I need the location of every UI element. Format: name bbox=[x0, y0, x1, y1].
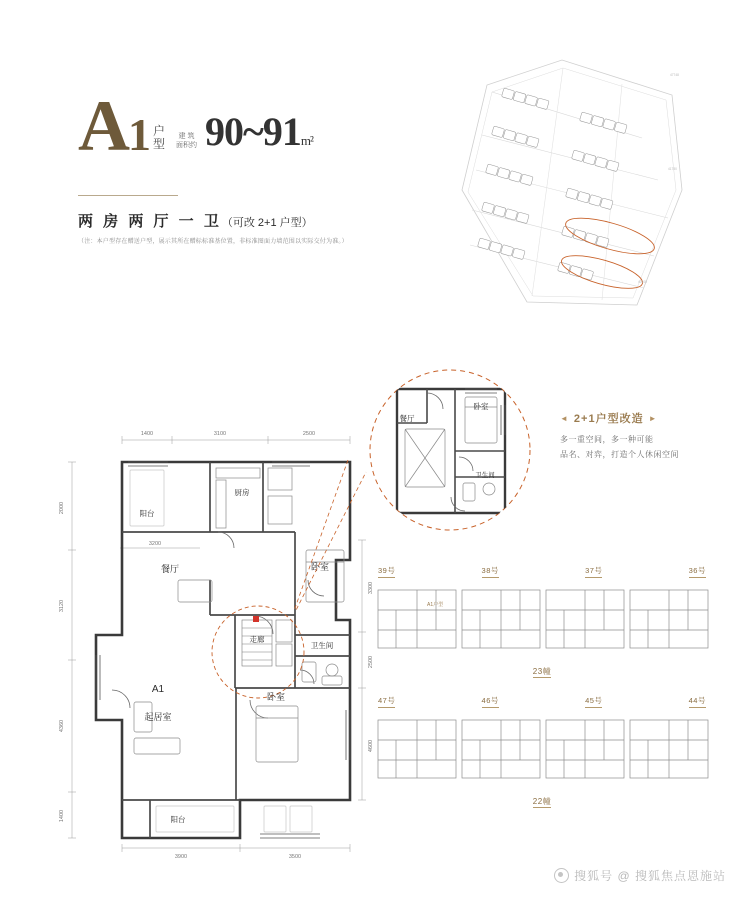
watermark bbox=[554, 867, 726, 884]
room-label-balcony-top: 阳台 bbox=[139, 509, 155, 518]
entry-marker-icon bbox=[253, 616, 259, 622]
svg-text:4600: 4600 bbox=[368, 739, 374, 753]
block-22 bbox=[372, 695, 712, 807]
block-23-plan-strip bbox=[372, 582, 712, 657]
unit-no-39: 39号 bbox=[378, 565, 395, 578]
block-23-caption-text: 23幢 bbox=[532, 667, 552, 676]
disclaimer-note: （注：本户型存在赠送户型，展示其所在赠标标准基位置，非标准图面力墙范围以实际交付为准。） bbox=[78, 239, 348, 245]
room-label-bedroom-2: 卧室 bbox=[266, 692, 286, 702]
svg-text:2500: 2500 bbox=[368, 655, 374, 669]
unit-no-36: 36号 bbox=[689, 565, 706, 578]
variant-line-2: 品名、对弈，打造个人休闲空间 bbox=[560, 450, 679, 460]
variant-title-row bbox=[560, 410, 725, 426]
watermark-text: 搜狐号 @ 搜狐焦点恩施站 bbox=[574, 869, 726, 883]
callout-label-bathroom: 卫生间 bbox=[475, 472, 495, 479]
unit-no-37: 37号 bbox=[585, 565, 602, 578]
sohu-logo-icon bbox=[554, 868, 569, 883]
hu-xing-char-1: 户 bbox=[153, 123, 167, 138]
dimension-bottom bbox=[175, 854, 301, 860]
svg-text:2500: 2500 bbox=[302, 431, 316, 437]
unit-no-45: 45号 bbox=[585, 695, 602, 708]
dimension-inner: 3200 bbox=[148, 541, 162, 547]
subtitle-paren: （可改 2+1 户型） bbox=[221, 217, 313, 229]
room-label-balcony-bottom: 阳台 bbox=[170, 815, 186, 824]
title-row bbox=[78, 86, 408, 166]
hu-xing-char-2: 型 bbox=[153, 137, 167, 152]
plan-letter bbox=[78, 86, 149, 166]
plan-number-text: 1 bbox=[128, 109, 149, 160]
room-label-corridor: 走廊 bbox=[249, 635, 265, 644]
svg-text:1400: 1400 bbox=[140, 431, 154, 437]
block-22-caption-text: 22幢 bbox=[532, 797, 552, 806]
room-label-living: 起居室 bbox=[144, 712, 172, 722]
room-label-bathroom: 卫生间 bbox=[310, 641, 334, 650]
hu-xing-label bbox=[153, 125, 166, 153]
arrow-right-icon: ► bbox=[648, 413, 658, 423]
room-label-bedroom-1: 卧室 bbox=[310, 562, 330, 572]
subtitle-main: 两 房 两 厅 一 卫 bbox=[78, 213, 222, 230]
svg-text:3300: 3300 bbox=[368, 581, 374, 595]
block-22-caption bbox=[372, 796, 712, 807]
svg-text:3900: 3900 bbox=[174, 854, 188, 860]
area-note-line-2: 面积约 bbox=[176, 142, 198, 150]
svg-text:41780: 41780 bbox=[668, 167, 677, 171]
area-note bbox=[176, 132, 197, 150]
site-plan-map bbox=[432, 40, 702, 325]
svg-text:40100: 40100 bbox=[638, 280, 647, 284]
svg-text:1400: 1400 bbox=[59, 809, 65, 823]
variant-title-text: 2+1户型改造 bbox=[573, 413, 644, 425]
svg-text:4360: 4360 bbox=[59, 719, 65, 733]
callout-label-dining: 餐厅 bbox=[399, 414, 415, 423]
area-note-line-1: 建 筑 bbox=[178, 133, 195, 140]
area-value bbox=[205, 108, 313, 155]
block-23-unit-numbers bbox=[372, 565, 712, 578]
room-label-kitchen: 厨房 bbox=[234, 488, 250, 497]
plan-code-label: A1 bbox=[151, 684, 165, 695]
title-divider bbox=[78, 195, 178, 196]
variant-line-1: 多一重空间，多一种可能 bbox=[560, 435, 654, 444]
area-unit-text: m² bbox=[300, 133, 313, 149]
callout-label-bedroom: 卧室 bbox=[473, 402, 489, 411]
svg-text:2000: 2000 bbox=[59, 501, 65, 515]
dimension-left bbox=[59, 502, 65, 822]
svg-text:3120: 3120 bbox=[59, 599, 65, 613]
svg-text:47748: 47748 bbox=[670, 73, 679, 77]
page-subtitle bbox=[78, 210, 313, 231]
building-block-plans bbox=[372, 565, 712, 840]
unit-no-44: 44号 bbox=[689, 695, 706, 708]
arrow-left-icon: ◄ bbox=[560, 413, 569, 423]
svg-text:3100: 3100 bbox=[213, 431, 227, 437]
block-22-unit-numbers bbox=[372, 695, 712, 708]
unit-no-38: 38号 bbox=[482, 565, 499, 578]
block-23-highlight-label: A1户型 bbox=[427, 602, 444, 608]
plan-letter-text: A bbox=[78, 86, 128, 166]
svg-text:3500: 3500 bbox=[288, 854, 302, 860]
room-label-dining: 餐厅 bbox=[160, 564, 180, 574]
block-22-plan-strip bbox=[372, 712, 712, 787]
unit-no-46: 46号 bbox=[482, 695, 499, 708]
area-value-text: 90~91 bbox=[205, 109, 301, 155]
block-23-caption bbox=[372, 666, 712, 677]
variant-description bbox=[560, 410, 725, 462]
block-23 bbox=[372, 565, 712, 677]
unit-no-47: 47号 bbox=[378, 695, 395, 708]
title-block bbox=[78, 86, 408, 166]
variant-callout bbox=[355, 365, 545, 540]
